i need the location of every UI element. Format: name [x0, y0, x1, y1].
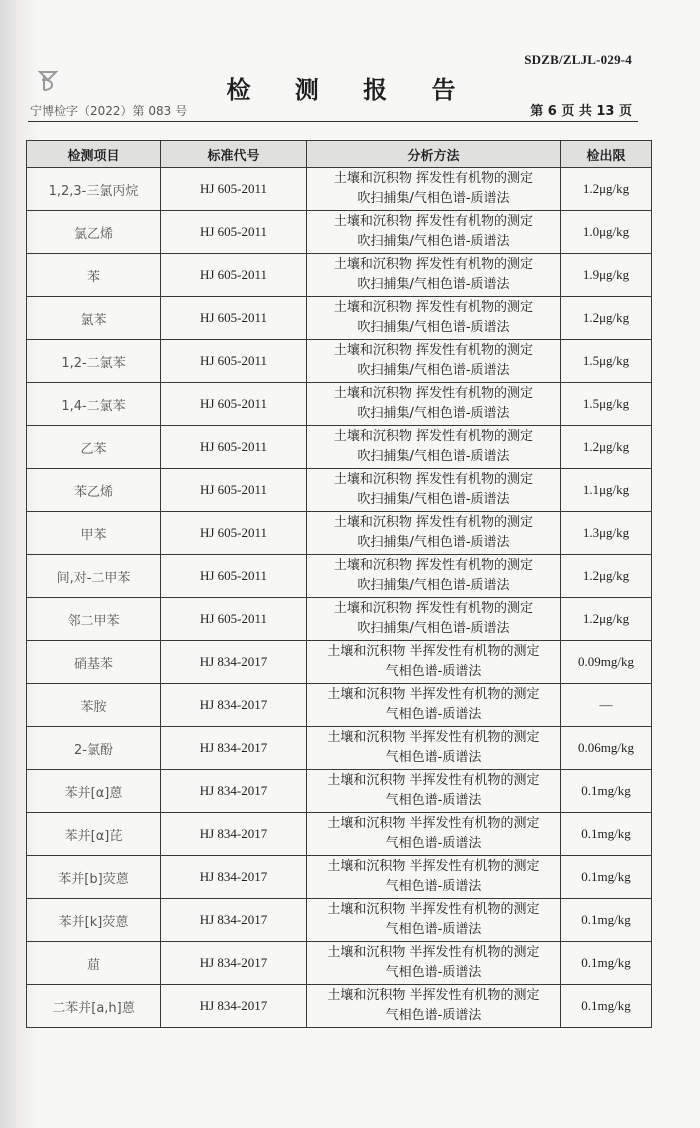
- cell-analysis-method: [307, 856, 561, 899]
- column-header-method: 分析方法: [307, 141, 561, 168]
- table-row: [27, 512, 652, 555]
- table-row: [27, 899, 652, 942]
- method-line-2: 吹扫捕集/气相色谱-质谱法: [357, 363, 510, 378]
- cell-test-item: 间,对-二甲苯: [27, 555, 161, 598]
- cell-standard-code: HJ 605-2011: [161, 254, 307, 297]
- method-line-2: 吹扫捕集/气相色谱-质谱法: [357, 191, 510, 206]
- cell-analysis-method: [307, 598, 561, 641]
- cell-analysis-method: [307, 985, 561, 1028]
- method-line-1: 土壤和沉积物 挥发性有机物的测定: [333, 429, 534, 444]
- method-line-2: 吹扫捕集/气相色谱-质谱法: [357, 535, 510, 550]
- cell-analysis-method: [307, 512, 561, 555]
- method-line-1: 土壤和沉积物 半挥发性有机物的测定: [327, 773, 540, 788]
- cell-analysis-method: [307, 555, 561, 598]
- cell-test-item: 苯并[α]芘: [27, 813, 161, 856]
- cell-analysis-method: [307, 770, 561, 813]
- method-line-1: 土壤和沉积物 半挥发性有机物的测定: [327, 687, 540, 702]
- cell-detection-limit: 0.06mg/kg: [561, 727, 652, 770]
- cell-test-item: 邻二甲苯: [27, 598, 161, 641]
- cell-test-item: 1,2,3-三氯丙烷: [27, 168, 161, 211]
- cell-standard-code: HJ 834-2017: [161, 813, 307, 856]
- method-line-1: 土壤和沉积物 挥发性有机物的测定: [333, 171, 534, 186]
- method-line-2: 吹扫捕集/气相色谱-质谱法: [357, 320, 510, 335]
- method-line-1: 土壤和沉积物 挥发性有机物的测定: [333, 601, 534, 616]
- method-line-2: 吹扫捕集/气相色谱-质谱法: [357, 621, 510, 636]
- cell-detection-limit: 1.0μg/kg: [561, 211, 652, 254]
- cell-detection-limit: 0.1mg/kg: [561, 813, 652, 856]
- cell-analysis-method: [307, 899, 561, 942]
- table-row: [27, 469, 652, 512]
- cell-detection-limit: 1.2μg/kg: [561, 598, 652, 641]
- cell-standard-code: HJ 605-2011: [161, 512, 307, 555]
- table-row: [27, 555, 652, 598]
- method-line-2: 气相色谱-质谱法: [385, 664, 482, 679]
- column-header-standard: 标准代号: [161, 141, 307, 168]
- cell-detection-limit: 0.1mg/kg: [561, 770, 652, 813]
- table-row: [27, 942, 652, 985]
- cell-analysis-method: [307, 641, 561, 684]
- table-row: [27, 297, 652, 340]
- cell-standard-code: HJ 834-2017: [161, 942, 307, 985]
- method-line-2: 气相色谱-质谱法: [385, 793, 482, 808]
- table-row: [27, 598, 652, 641]
- cell-standard-code: HJ 834-2017: [161, 856, 307, 899]
- cell-standard-code: HJ 605-2011: [161, 211, 307, 254]
- method-line-2: 气相色谱-质谱法: [385, 922, 482, 937]
- cell-standard-code: HJ 605-2011: [161, 297, 307, 340]
- cell-detection-limit: 1.5μg/kg: [561, 383, 652, 426]
- cell-analysis-method: [307, 684, 561, 727]
- cell-analysis-method: [307, 469, 561, 512]
- cell-test-item: 䓛: [27, 942, 161, 985]
- method-line-1: 土壤和沉积物 半挥发性有机物的测定: [327, 644, 540, 659]
- cell-test-item: 氯苯: [27, 297, 161, 340]
- cell-standard-code: HJ 605-2011: [161, 555, 307, 598]
- table-row: [27, 254, 652, 297]
- method-line-2: 气相色谱-质谱法: [385, 965, 482, 980]
- table-header-row: [27, 141, 652, 168]
- method-line-1: 土壤和沉积物 半挥发性有机物的测定: [327, 945, 540, 960]
- cell-analysis-method: [307, 942, 561, 985]
- method-line-1: 土壤和沉积物 挥发性有机物的测定: [333, 472, 534, 487]
- cell-test-item: 苯并[α]蒽: [27, 770, 161, 813]
- cell-detection-limit: 1.1μg/kg: [561, 469, 652, 512]
- report-number: 宁博检字（2022）第 083 号: [30, 104, 188, 118]
- cell-detection-limit: 1.2μg/kg: [561, 168, 652, 211]
- method-line-2: 气相色谱-质谱法: [385, 1008, 482, 1023]
- method-line-1: 土壤和沉积物 挥发性有机物的测定: [333, 558, 534, 573]
- method-line-1: 土壤和沉积物 半挥发性有机物的测定: [327, 988, 540, 1003]
- cell-analysis-method: [307, 297, 561, 340]
- cell-detection-limit: 0.1mg/kg: [561, 856, 652, 899]
- cell-detection-limit: 0.09mg/kg: [561, 641, 652, 684]
- cell-test-item: 苯并[b]荧蒽: [27, 856, 161, 899]
- cell-standard-code: HJ 605-2011: [161, 426, 307, 469]
- cell-test-item: 1,4-二氯苯: [27, 383, 161, 426]
- method-line-1: 土壤和沉积物 挥发性有机物的测定: [333, 343, 534, 358]
- cell-analysis-method: [307, 426, 561, 469]
- cell-analysis-method: [307, 813, 561, 856]
- cell-detection-limit: 1.3μg/kg: [561, 512, 652, 555]
- cell-test-item: 苯并[k]荧蒽: [27, 899, 161, 942]
- cell-detection-limit: 0.1mg/kg: [561, 899, 652, 942]
- method-line-1: 土壤和沉积物 半挥发性有机物的测定: [327, 816, 540, 831]
- method-line-2: 气相色谱-质谱法: [385, 836, 482, 851]
- table-row: [27, 813, 652, 856]
- cell-standard-code: HJ 605-2011: [161, 168, 307, 211]
- cell-analysis-method: [307, 254, 561, 297]
- cell-standard-code: HJ 605-2011: [161, 383, 307, 426]
- header-divider: [28, 121, 638, 122]
- cell-standard-code: HJ 834-2017: [161, 985, 307, 1028]
- cell-test-item: 氯乙烯: [27, 211, 161, 254]
- cell-detection-limit: 1.9μg/kg: [561, 254, 652, 297]
- cell-analysis-method: [307, 383, 561, 426]
- cell-test-item: 苯胺: [27, 684, 161, 727]
- method-line-2: 吹扫捕集/气相色谱-质谱法: [357, 578, 510, 593]
- cell-detection-limit: 0.1mg/kg: [561, 985, 652, 1028]
- cell-test-item: 二苯并[a,h]蒽: [27, 985, 161, 1028]
- page-indicator: 第 6 页 共 13 页: [530, 104, 632, 119]
- cell-standard-code: HJ 605-2011: [161, 469, 307, 512]
- document-code: SDZB/ZLJL-029-4: [524, 52, 632, 67]
- cell-analysis-method: [307, 340, 561, 383]
- column-header-item: 检测项目: [27, 141, 161, 168]
- cell-standard-code: HJ 605-2011: [161, 340, 307, 383]
- method-line-2: 气相色谱-质谱法: [385, 750, 482, 765]
- cell-analysis-method: [307, 211, 561, 254]
- table-row: [27, 340, 652, 383]
- cell-standard-code: HJ 834-2017: [161, 770, 307, 813]
- cell-standard-code: HJ 834-2017: [161, 641, 307, 684]
- cell-test-item: 硝基苯: [27, 641, 161, 684]
- table-row: [27, 856, 652, 899]
- table-row: [27, 168, 652, 211]
- method-line-1: 土壤和沉积物 半挥发性有机物的测定: [327, 902, 540, 917]
- method-line-2: 吹扫捕集/气相色谱-质谱法: [357, 234, 510, 249]
- cell-standard-code: HJ 834-2017: [161, 727, 307, 770]
- method-line-2: 气相色谱-质谱法: [385, 879, 482, 894]
- table-row: [27, 211, 652, 254]
- method-line-1: 土壤和沉积物 半挥发性有机物的测定: [327, 730, 540, 745]
- method-line-2: 吹扫捕集/气相色谱-质谱法: [357, 449, 510, 464]
- cell-detection-limit: 0.1mg/kg: [561, 942, 652, 985]
- method-line-1: 土壤和沉积物 半挥发性有机物的测定: [327, 859, 540, 874]
- cell-analysis-method: [307, 168, 561, 211]
- table-row: [27, 641, 652, 684]
- cell-detection-limit: 1.2μg/kg: [561, 555, 652, 598]
- cell-test-item: 甲苯: [27, 512, 161, 555]
- cell-test-item: 苯: [27, 254, 161, 297]
- cell-standard-code: HJ 605-2011: [161, 598, 307, 641]
- method-line-2: 气相色谱-质谱法: [385, 707, 482, 722]
- results-table: [26, 140, 652, 1028]
- cell-standard-code: HJ 834-2017: [161, 899, 307, 942]
- page-title: 检 测 报 告: [226, 76, 474, 104]
- cell-test-item: 苯乙烯: [27, 469, 161, 512]
- method-line-1: 土壤和沉积物 挥发性有机物的测定: [333, 386, 534, 401]
- cell-detection-limit: 1.2μg/kg: [561, 426, 652, 469]
- method-line-1: 土壤和沉积物 挥发性有机物的测定: [333, 300, 534, 315]
- method-line-2: 吹扫捕集/气相色谱-质谱法: [357, 492, 510, 507]
- method-line-2: 吹扫捕集/气相色谱-质谱法: [357, 406, 510, 421]
- cell-detection-limit: 1.2μg/kg: [561, 297, 652, 340]
- cell-detection-limit: 1.5μg/kg: [561, 340, 652, 383]
- cell-test-item: 2-氯酚: [27, 727, 161, 770]
- table-row: [27, 383, 652, 426]
- cell-analysis-method: [307, 727, 561, 770]
- table-row: [27, 426, 652, 469]
- cell-test-item: 乙苯: [27, 426, 161, 469]
- cell-detection-limit: —: [561, 684, 652, 727]
- method-line-1: 土壤和沉积物 挥发性有机物的测定: [333, 257, 534, 272]
- method-line-2: 吹扫捕集/气相色谱-质谱法: [357, 277, 510, 292]
- cell-standard-code: HJ 834-2017: [161, 684, 307, 727]
- table-row: [27, 770, 652, 813]
- method-line-1: 土壤和沉积物 挥发性有机物的测定: [333, 515, 534, 530]
- table-row: [27, 727, 652, 770]
- column-header-limit: 检出限: [561, 141, 652, 168]
- method-line-1: 土壤和沉积物 挥发性有机物的测定: [333, 214, 534, 229]
- cell-test-item: 1,2-二氯苯: [27, 340, 161, 383]
- table-row: [27, 985, 652, 1028]
- table-row: [27, 684, 652, 727]
